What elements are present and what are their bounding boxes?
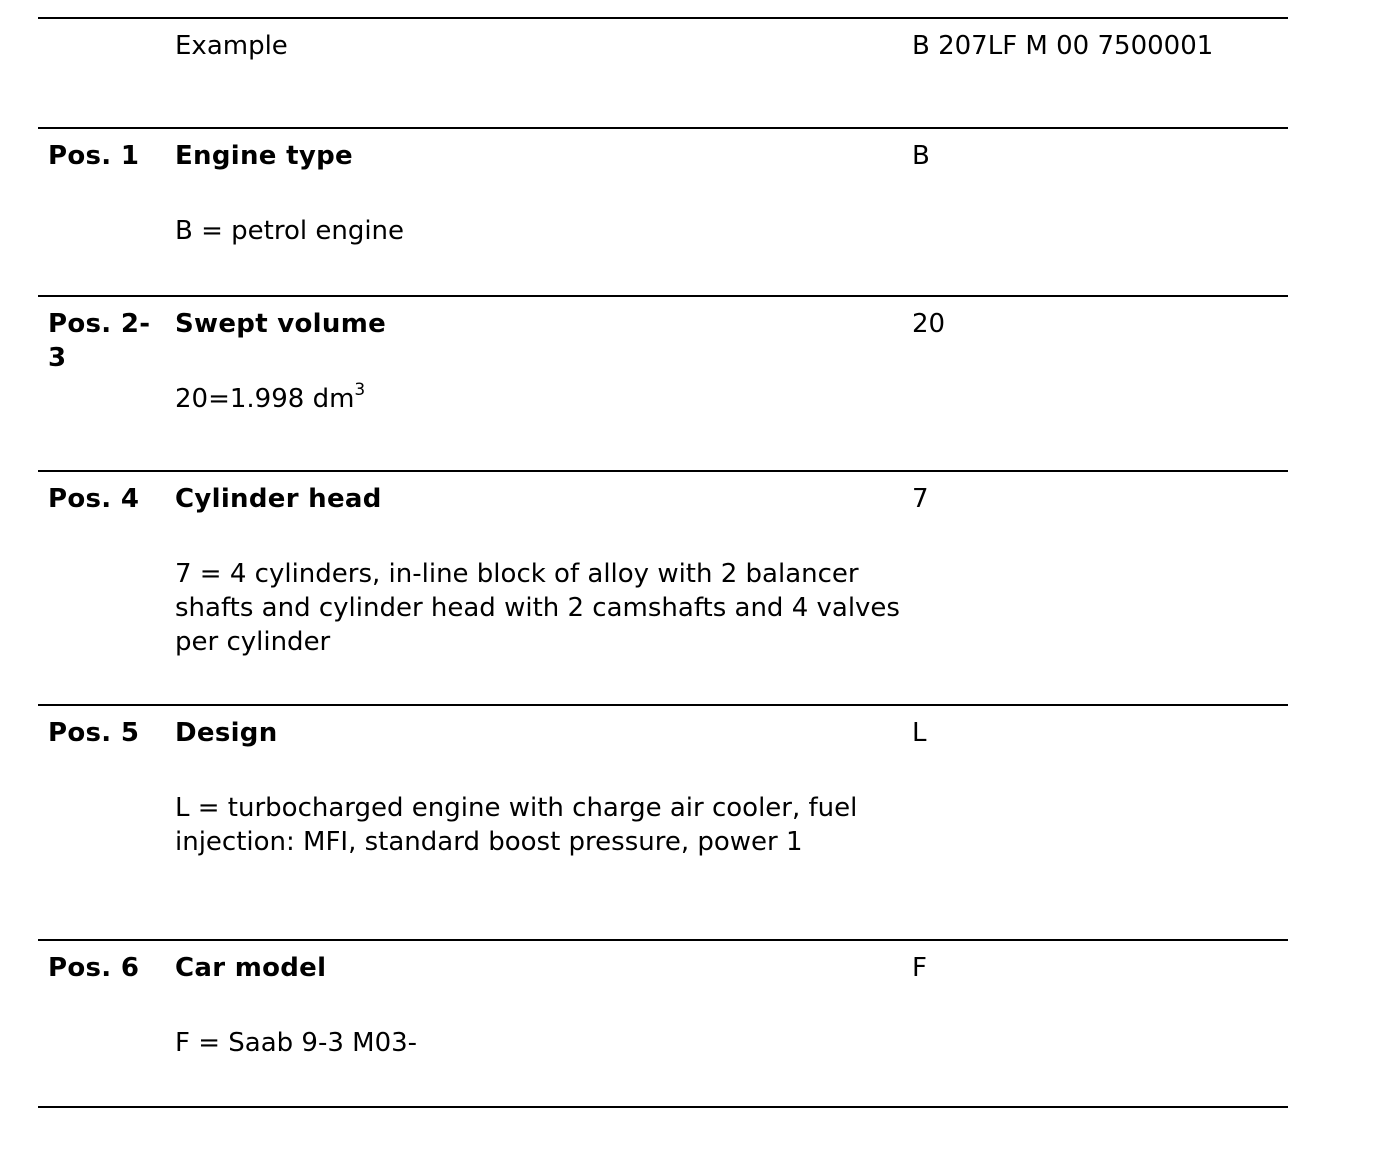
header-code: B 207LF M 00 7500001	[912, 31, 1214, 61]
row-heading: Design	[175, 718, 278, 748]
desc-cell	[175, 482, 912, 659]
desc-cell	[175, 951, 912, 1060]
pos-label: Pos. 6	[48, 953, 140, 983]
row-code: L	[912, 718, 927, 748]
row-code: F	[912, 953, 927, 983]
row-explanation	[175, 382, 912, 416]
table-row-pos-2-3	[38, 297, 1288, 470]
row-code: 7	[912, 484, 929, 514]
table-row-pos-4	[38, 472, 1288, 704]
row-heading: Engine type	[175, 141, 353, 171]
pos-label: Pos. 5	[48, 718, 140, 748]
desc-cell	[175, 139, 912, 248]
row-heading: Swept volume	[175, 309, 387, 339]
pos-label: Pos. 1	[48, 141, 140, 171]
row-explanation: 7 = 4 cylinders, in-line block of alloy with 2 balancer shafts and cylinder head with 2 camshafts and 4 valves per cylinder	[175, 559, 900, 657]
desc-cell	[175, 307, 912, 416]
table-rule-bottom	[38, 1106, 1288, 1108]
row-explanation: L = turbocharged engine with charge air cooler, fuel injection: MFI, standard boost pressure, power 1	[175, 793, 858, 857]
explain-text: 20=1.998 dm	[175, 384, 355, 414]
row-heading: Car model	[175, 953, 327, 983]
table-row-pos-6	[38, 941, 1288, 1106]
row-code: B	[912, 141, 930, 171]
row-code: 20	[912, 309, 946, 339]
pos-label: Pos. 2-3	[48, 309, 151, 373]
engine-code-table	[38, 17, 1288, 1108]
table-row-pos-5	[38, 706, 1288, 939]
row-explanation: B = petrol engine	[175, 216, 405, 246]
row-heading: Cylinder head	[175, 484, 382, 514]
explain-superscript: 3	[354, 380, 366, 401]
desc-cell	[175, 716, 912, 859]
header-row	[38, 19, 1288, 127]
row-explanation: F = Saab 9-3 M03-	[175, 1028, 418, 1058]
header-label: Example	[175, 31, 288, 61]
pos-label: Pos. 4	[48, 484, 140, 514]
table-row-pos-1	[38, 129, 1288, 295]
